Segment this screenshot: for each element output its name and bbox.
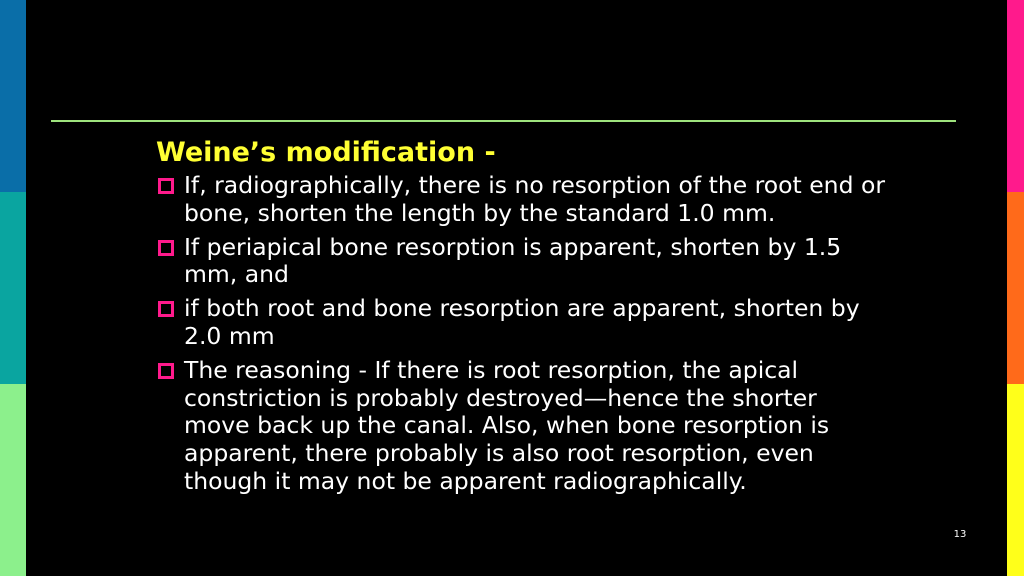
- bullet-item: [156, 172, 886, 228]
- bullet-item: [156, 234, 886, 290]
- right-accent-bar-top: [1007, 0, 1024, 192]
- bullet-text: If periapical bone resorption is apparent, shorten by 1.5 mm, and: [184, 232, 842, 289]
- page-number: 13: [953, 529, 967, 540]
- right-accent-bar-middle: [1007, 192, 1024, 384]
- left-accent-bar-bottom: [0, 384, 26, 576]
- left-accent-bar-middle: [0, 192, 26, 384]
- bullet-item: [156, 357, 886, 496]
- square-bullet-icon: [158, 301, 174, 317]
- bullet-text: The reasoning - If there is root resorption, the apical constriction is probably destroyed—hence the shorter move back up the canal. Also, when bone resorption is apparent, there probably is also root resorption, even though it may not be apparent radiographically.: [184, 355, 830, 495]
- bullet-text: if both root and bone resorption are apparent, shorten by 2.0 mm: [184, 294, 860, 350]
- square-bullet-icon: [158, 363, 174, 379]
- bullet-list: [156, 172, 886, 496]
- left-accent-bar-top: [0, 0, 26, 192]
- slide-body: [156, 136, 886, 502]
- right-accent-bar-bottom: [1007, 384, 1024, 576]
- square-bullet-icon: [158, 240, 174, 256]
- bullet-text: If, radiographically, there is no resorption of the root end or bone, shorten the length by the standard 1.0 mm.: [184, 171, 886, 227]
- slide-heading: Weine’s modification -: [156, 137, 496, 168]
- square-bullet-icon: [158, 178, 174, 194]
- title-divider: [51, 120, 956, 122]
- bullet-item: [156, 295, 886, 351]
